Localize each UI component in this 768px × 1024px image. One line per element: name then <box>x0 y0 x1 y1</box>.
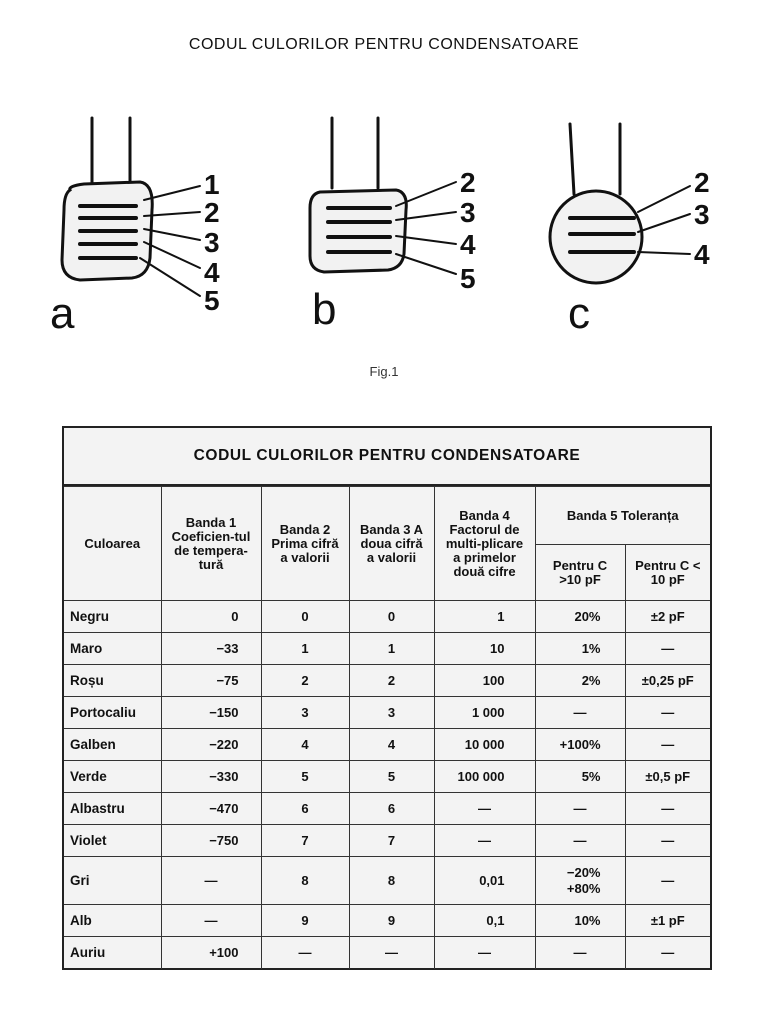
cell-banda3: 8 <box>349 857 434 905</box>
cell-tol-gt: — <box>535 937 625 969</box>
row-color-name: Auriu <box>64 937 161 969</box>
cell-banda1: −75 <box>161 665 261 697</box>
label-b-5: 5 <box>460 263 476 294</box>
cell-tol-gt: — <box>535 793 625 825</box>
label-b-3: 3 <box>460 197 476 228</box>
diagram-c <box>550 124 690 283</box>
cell-banda2: 1 <box>261 633 349 665</box>
cell-tol-lt: ±0,5 pF <box>625 761 710 793</box>
table-row <box>64 665 710 697</box>
label-a-3: 3 <box>204 227 220 258</box>
cell-tol-gt: 20% <box>535 601 625 633</box>
cell-banda2: 4 <box>261 729 349 761</box>
header-pentru-lt: Pentru C < 10 pF <box>625 545 710 601</box>
cell-banda4: 0,01 <box>434 857 535 905</box>
cell-banda1: −33 <box>161 633 261 665</box>
table-title: CODUL CULORILOR PENTRU CONDENSATOARE <box>64 428 710 486</box>
cell-banda4: — <box>434 793 535 825</box>
table-row <box>64 825 710 857</box>
color-code-table <box>64 486 710 969</box>
cell-tol-lt: ±1 pF <box>625 905 710 937</box>
row-color-name: Roșu <box>64 665 161 697</box>
header-banda2: Banda 2 Prima cifră a valorii <box>261 487 349 601</box>
color-code-table-panel <box>62 426 712 970</box>
cell-tol-lt: — <box>625 857 710 905</box>
cell-banda2: 2 <box>261 665 349 697</box>
cell-banda2: 3 <box>261 697 349 729</box>
cell-banda1: 0 <box>161 601 261 633</box>
cell-banda2: 9 <box>261 905 349 937</box>
table-row <box>64 793 710 825</box>
cell-banda1: −470 <box>161 793 261 825</box>
diagram-c-letter: c <box>568 289 590 338</box>
table-row <box>64 633 710 665</box>
label-c-2: 2 <box>694 167 710 198</box>
cell-tol-gt: 10% <box>535 905 625 937</box>
table-row <box>64 601 710 633</box>
label-a-5: 5 <box>204 285 220 316</box>
cell-tol-lt: ±0,25 pF <box>625 665 710 697</box>
cell-tol-lt: — <box>625 825 710 857</box>
label-a-1: 1 <box>204 169 220 200</box>
cell-tol-gt: — <box>535 825 625 857</box>
cell-banda4: 10 <box>434 633 535 665</box>
cell-banda3: 4 <box>349 729 434 761</box>
cell-banda3: 2 <box>349 665 434 697</box>
figure-caption: Fig.1 <box>369 364 399 379</box>
cell-banda2: 7 <box>261 825 349 857</box>
cell-tol-lt: ±2 pF <box>625 601 710 633</box>
diagram-a <box>62 118 200 296</box>
cell-banda4: 1 <box>434 601 535 633</box>
cell-banda3: 1 <box>349 633 434 665</box>
cell-banda4: 10 000 <box>434 729 535 761</box>
row-color-name: Maro <box>64 633 161 665</box>
row-color-name: Violet <box>64 825 161 857</box>
label-c-4: 4 <box>694 239 710 270</box>
diagram-b-letter: b <box>312 285 337 334</box>
cell-banda1: −330 <box>161 761 261 793</box>
table-row <box>64 937 710 969</box>
row-color-name: Verde <box>64 761 161 793</box>
cell-tol-lt: — <box>625 697 710 729</box>
cell-banda3: 0 <box>349 601 434 633</box>
table-row <box>64 697 710 729</box>
cell-banda4: 100 000 <box>434 761 535 793</box>
cell-banda2: — <box>261 937 349 969</box>
row-color-name: Portocaliu <box>64 697 161 729</box>
cell-banda4: 0,1 <box>434 905 535 937</box>
cell-banda3: 9 <box>349 905 434 937</box>
tol-gt-line-1: −20% <box>566 864 601 880</box>
page-title: CODUL CULORILOR PENTRU CONDENSATOARE <box>188 36 580 53</box>
row-color-name: Negru <box>64 601 161 633</box>
cell-banda1: — <box>161 905 261 937</box>
cell-tol-gt: 1% <box>535 633 625 665</box>
cell-tol-gt <box>535 857 625 905</box>
table-row <box>64 905 710 937</box>
cell-banda1: −750 <box>161 825 261 857</box>
cell-tol-lt: — <box>625 633 710 665</box>
cell-banda2: 0 <box>261 601 349 633</box>
row-color-name: Albastru <box>64 793 161 825</box>
table-row <box>64 729 710 761</box>
cell-banda1: −220 <box>161 729 261 761</box>
cell-banda4: 1 000 <box>434 697 535 729</box>
cell-banda3: 3 <box>349 697 434 729</box>
capacitor-diagrams <box>40 110 740 340</box>
cell-banda3: — <box>349 937 434 969</box>
table-row <box>64 761 710 793</box>
label-b-2: 2 <box>460 167 476 198</box>
label-b-4: 4 <box>460 229 476 260</box>
header-pentru-gt: Pentru C >10 pF <box>535 545 625 601</box>
cell-tol-gt: +100% <box>535 729 625 761</box>
cell-tol-gt: — <box>535 697 625 729</box>
header-banda4: Banda 4 Factorul de multi-plicare a primelor două cifre <box>434 487 535 601</box>
label-a-4: 4 <box>204 257 220 288</box>
cell-banda2: 8 <box>261 857 349 905</box>
diagram-b <box>310 118 456 274</box>
row-color-name: Gri <box>64 857 161 905</box>
header-banda1: Banda 1 Coeficien-tul de tempera-tură <box>161 487 261 601</box>
cell-tol-lt: — <box>625 729 710 761</box>
row-color-name: Galben <box>64 729 161 761</box>
row-color-name: Alb <box>64 905 161 937</box>
diagram-a-letter: a <box>50 289 75 338</box>
label-c-3: 3 <box>694 199 710 230</box>
header-culoarea: Culoarea <box>64 487 161 601</box>
header-banda3: Banda 3 A doua cifră a valorii <box>349 487 434 601</box>
cell-tol-gt: 5% <box>535 761 625 793</box>
cell-banda3: 7 <box>349 825 434 857</box>
cell-banda3: 5 <box>349 761 434 793</box>
table-row <box>64 857 710 905</box>
cell-banda4: — <box>434 937 535 969</box>
cell-banda1: — <box>161 857 261 905</box>
cell-banda3: 6 <box>349 793 434 825</box>
cell-banda1: +100 <box>161 937 261 969</box>
cell-banda2: 6 <box>261 793 349 825</box>
cell-tol-gt: 2% <box>535 665 625 697</box>
cell-tol-lt: — <box>625 793 710 825</box>
label-a-2: 2 <box>204 197 220 228</box>
tol-gt-line-2: +80% <box>566 880 601 896</box>
cell-banda4: — <box>434 825 535 857</box>
cell-banda2: 5 <box>261 761 349 793</box>
cell-tol-lt: — <box>625 937 710 969</box>
cell-banda4: 100 <box>434 665 535 697</box>
header-banda5: Banda 5 Toleranța <box>535 487 710 545</box>
cell-banda1: −150 <box>161 697 261 729</box>
